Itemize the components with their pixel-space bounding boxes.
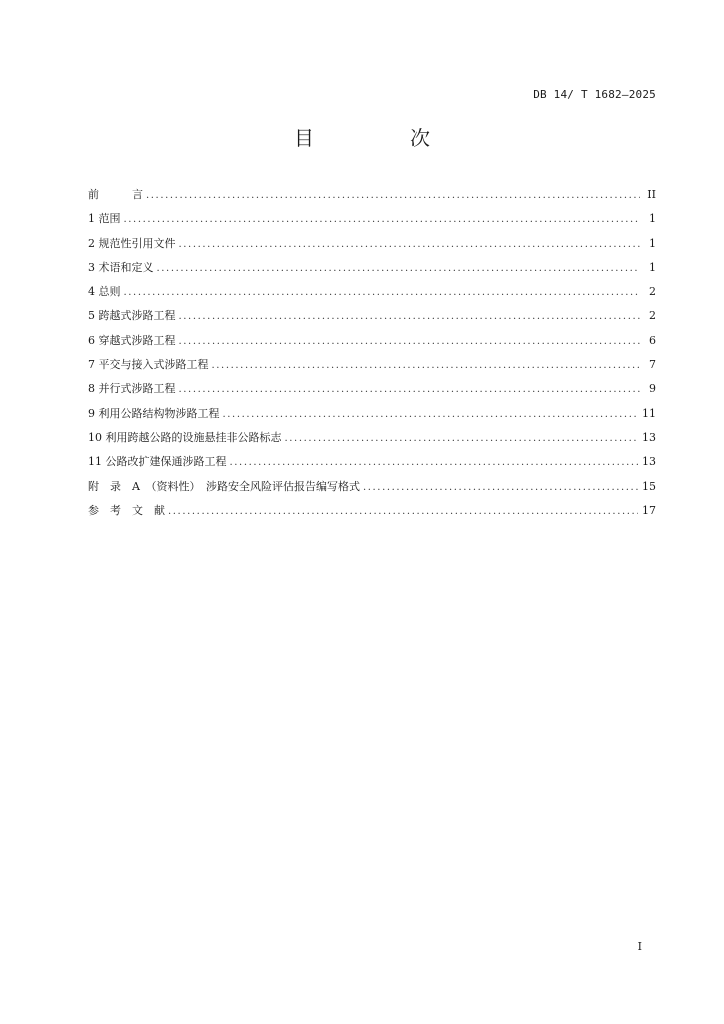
toc-leader	[223, 409, 639, 420]
toc-leader	[179, 384, 641, 395]
toc-page-number: 1	[649, 212, 656, 226]
standard-code: DB 14/ T 1682—2025	[533, 88, 656, 101]
toc-entry-crossing-under[interactable]	[88, 332, 656, 356]
toc-leader	[179, 239, 641, 250]
toc-leader	[124, 214, 641, 225]
toc-label: 4 总则	[88, 285, 121, 299]
toc-leader	[124, 287, 641, 298]
toc-leader	[157, 263, 641, 274]
toc-page-number: 1	[649, 236, 656, 250]
toc-label: 11 公路改扩建保通涉路工程	[88, 455, 227, 469]
toc-page-number: 2	[649, 285, 656, 299]
toc-leader	[230, 457, 639, 468]
toc-entry-non-road-signs[interactable]	[88, 429, 656, 453]
toc-page-number: 1	[649, 260, 656, 274]
toc-leader	[285, 433, 639, 444]
toc-leader	[179, 336, 641, 347]
toc-page-number: 6	[649, 333, 656, 347]
toc-entry-crossing-over[interactable]	[88, 307, 656, 331]
toc-label: 10 利用跨越公路的设施悬挂非公路标志	[88, 430, 282, 444]
toc-entry-bibliography[interactable]	[88, 502, 656, 526]
toc-entry-road-structures[interactable]	[88, 405, 656, 429]
toc-entry-parallel[interactable]	[88, 380, 656, 404]
toc-page-number: II	[647, 188, 656, 201]
toc-leader	[212, 360, 641, 371]
toc-entry-scope[interactable]	[88, 210, 656, 234]
toc-entry-reconstruction[interactable]	[88, 453, 656, 477]
page-number: I	[637, 940, 642, 953]
toc-label: 8 并行式涉路工程	[88, 382, 176, 396]
toc-label: 1 范围	[88, 212, 121, 226]
toc-entry-foreword[interactable]	[88, 186, 656, 210]
toc-entry-general[interactable]	[88, 283, 656, 307]
toc-label: 7 平交与接入式涉路工程	[88, 358, 209, 372]
toc-page-number: 2	[649, 309, 656, 323]
page-title: 目 次	[294, 126, 468, 150]
toc-label: 6 穿越式涉路工程	[88, 333, 176, 347]
toc-page-number: 17	[642, 503, 656, 517]
toc-label: 9 利用公路结构物涉路工程	[88, 406, 220, 420]
toc-entry-appendix-a[interactable]	[88, 478, 656, 502]
toc-entry-normative-references[interactable]	[88, 235, 656, 259]
toc-page-number: 7	[649, 358, 656, 372]
toc-page-number: 15	[642, 479, 656, 493]
toc-entry-terms-definitions[interactable]	[88, 259, 656, 283]
toc-page-number: 9	[649, 382, 656, 396]
toc-label: 5 跨越式涉路工程	[88, 309, 176, 323]
table-of-contents	[88, 186, 656, 526]
toc-leader	[168, 506, 638, 517]
toc-leader	[179, 311, 641, 322]
toc-leader	[363, 482, 638, 493]
toc-label: 参 考 文 献	[88, 503, 165, 517]
toc-label: 2 规范性引用文件	[88, 236, 176, 250]
toc-entry-level-junction[interactable]	[88, 356, 656, 380]
toc-page-number: 13	[642, 455, 656, 469]
toc-leader	[146, 190, 640, 201]
toc-label: 附 录 A （资料性） 涉路安全风险评估报告编写格式	[88, 479, 360, 493]
toc-label: 前 言	[88, 188, 143, 201]
toc-page-number: 13	[642, 430, 656, 444]
toc-page-number: 11	[642, 406, 656, 420]
toc-label: 3 术语和定义	[88, 260, 154, 274]
